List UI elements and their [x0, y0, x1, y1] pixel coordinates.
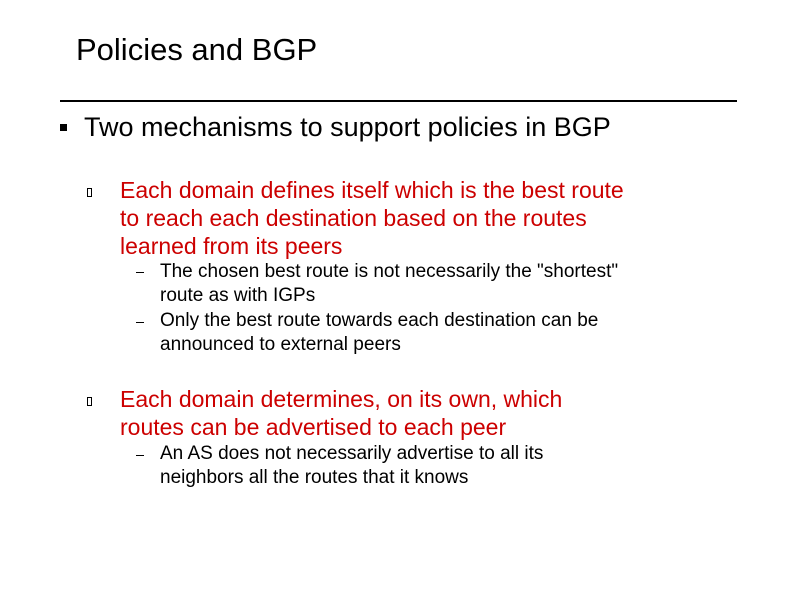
subpoint-line: An AS does not necessarily advertise to all its	[160, 443, 544, 464]
title-divider	[60, 100, 737, 102]
dash-bullet-icon	[136, 272, 144, 273]
mechanism-1-line-2: to reach each destination based on the routes	[120, 205, 587, 231]
mechanism-2-line-2: routes can be advertised to each peer	[120, 414, 507, 440]
mechanism-2-subpoint-1	[160, 442, 543, 490]
subpoint-line: announced to external peers	[160, 334, 401, 355]
mechanism-1	[120, 176, 624, 260]
subpoint-line: Only the best route towards each destination can be	[160, 310, 599, 331]
mechanism-1-line-1: Each domain defines itself which is the best route	[120, 177, 624, 203]
mechanism-1-subpoint-2	[160, 309, 598, 357]
subpoint-line: route as with IGPs	[160, 285, 316, 306]
square-bullet-icon	[60, 124, 67, 131]
mechanism-2	[120, 385, 562, 441]
mechanism-2-line-1: Each domain determines, on its own, which	[120, 386, 563, 412]
main-point: Two mechanisms to support policies in BGP	[84, 112, 611, 142]
dash-bullet-icon	[136, 322, 144, 323]
box-bullet-icon	[87, 188, 92, 197]
subpoint-line: neighbors all the routes that it knows	[160, 467, 469, 488]
mechanism-1-line-3: learned from its peers	[120, 233, 343, 259]
mechanism-1-subpoint-1	[160, 260, 618, 308]
subpoint-line: The chosen best route is not necessarily the "shortest"	[160, 261, 619, 282]
box-bullet-icon	[87, 397, 92, 406]
slide-title: Policies and BGP	[76, 32, 318, 67]
dash-bullet-icon	[136, 455, 144, 456]
